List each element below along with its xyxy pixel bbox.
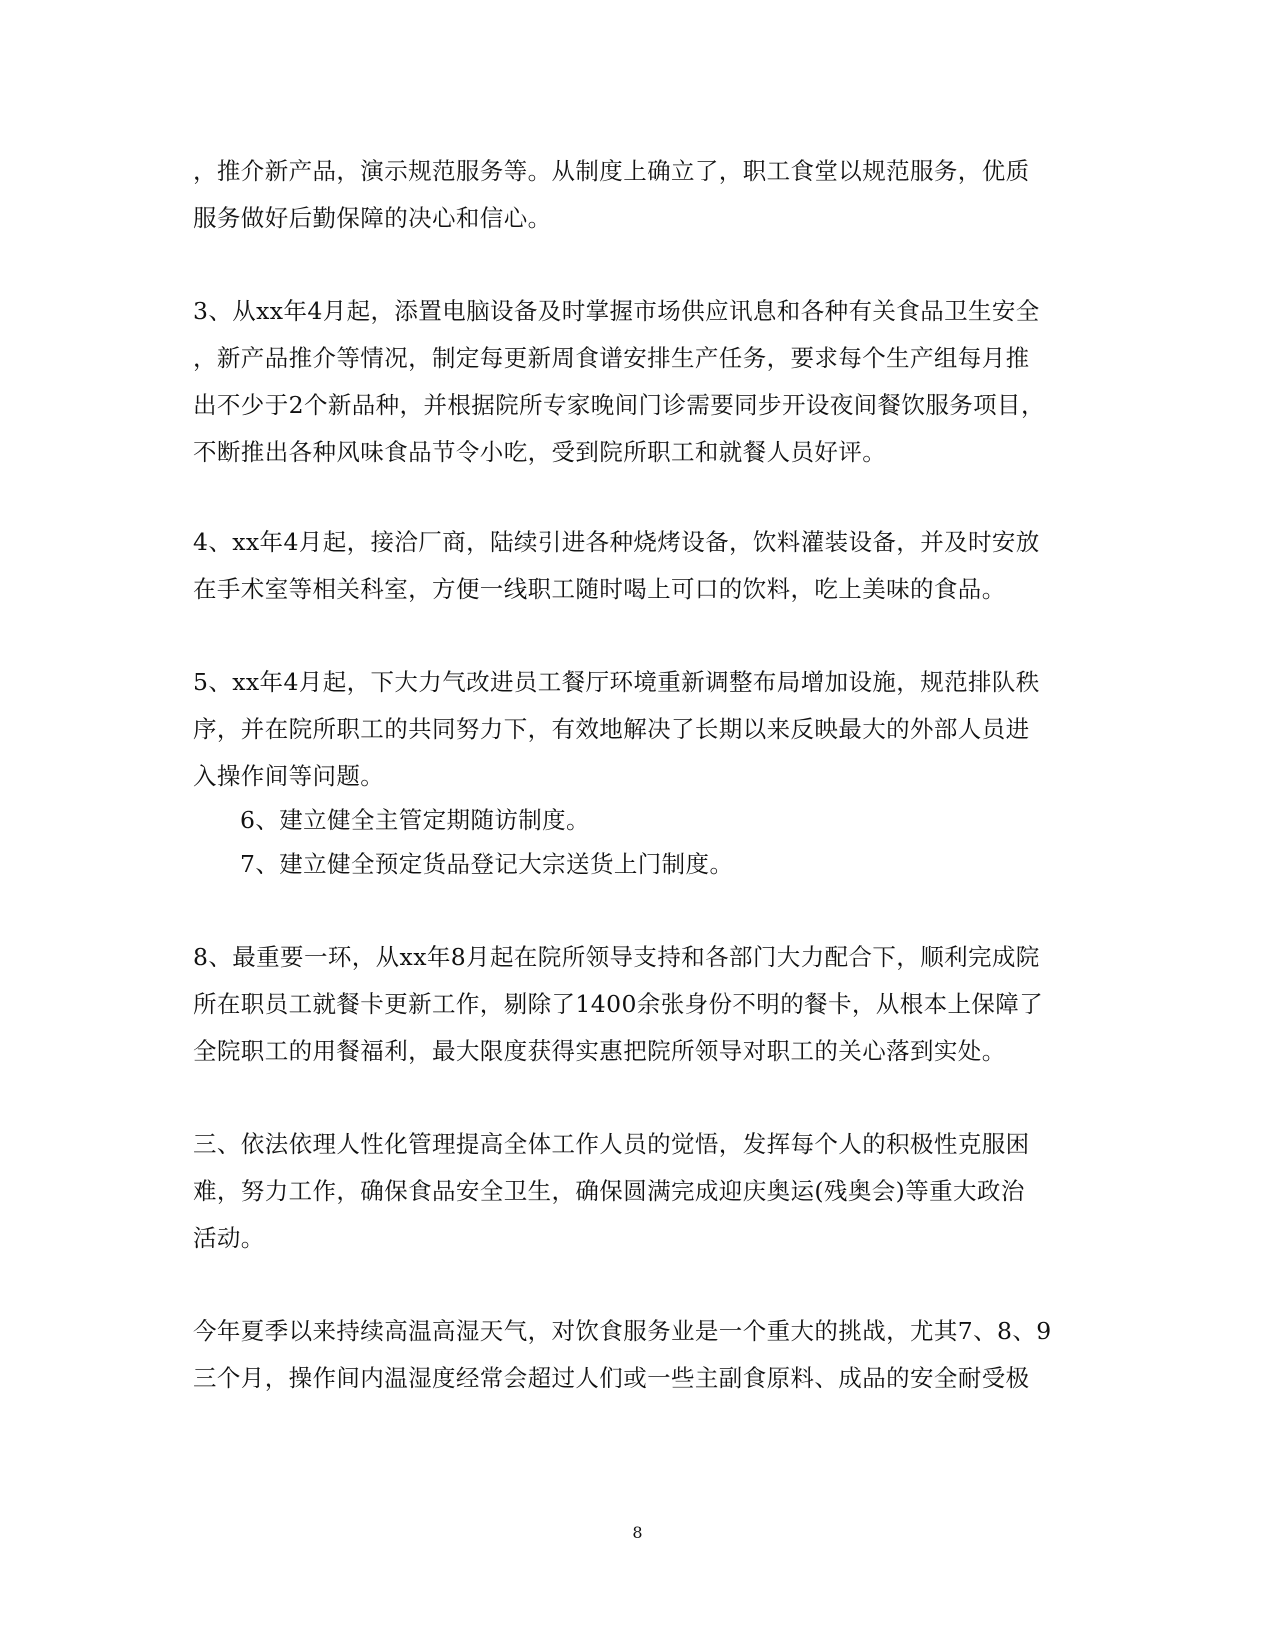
text-line: 所在职员工就餐卡更新工作，剔除了1400余张身份不明的餐卡，从根本上保障了 (193, 990, 1044, 1018)
text-line: 7、建立健全预定货品登记大宗送货上门制度。 (240, 850, 734, 878)
text-line: 8、最重要一环，从xx年8月起在院所领导支持和各部门大力配合下，顺利完成院 (193, 943, 1040, 971)
text-line: 三个月，操作间内温湿度经常会超过人们或一些主副食原料、成品的安全耐受极 (193, 1364, 1030, 1392)
text-line: 三、依法依理人性化管理提高全体工作人员的觉悟，发挥每个人的积极性克服困 (193, 1130, 1030, 1158)
text-line: 入操作间等问题。 (193, 762, 385, 790)
text-line: 今年夏季以来持续高温高湿天气，对饮食服务业是一个重大的挑战，尤其7、8、9 (193, 1317, 1052, 1345)
page-number: 8 (632, 1523, 643, 1542)
text-line: 难，努力工作，确保食品安全卫生，确保圆满完成迎庆奥运(残奥会)等重大政治 (193, 1177, 1025, 1205)
text-line: 出不少于2个新品种，并根据院所专家晚间门诊需要同步开设夜间餐饮服务项目， (193, 391, 1045, 419)
text-line: 不断推出各种风味食品节令小吃，受到院所职工和就餐人员好评。 (193, 438, 887, 466)
text-line: 在手术室等相关科室，方便一线职工随时喝上可口的饮料，吃上美味的食品。 (193, 575, 1006, 603)
text-line: ，推介新产品，演示规范服务等。从制度上确立了，职工食堂以规范服务，优质 (193, 157, 1030, 185)
text-line: 4、xx年4月起，接洽厂商，陆续引进各种烧烤设备，饮料灌装设备，并及时安放 (193, 528, 1040, 556)
text-line: 服务做好后勤保障的决心和信心。 (193, 204, 552, 232)
text-line: 全院职工的用餐福利，最大限度获得实惠把院所领导对职工的关心落到实处。 (193, 1037, 1006, 1065)
text-line: 活动。 (193, 1224, 265, 1252)
text-line: 5、xx年4月起，下大力气改进员工餐厅环境重新调整布局增加设施，规范排队秩 (193, 668, 1040, 696)
text-line: 3、从xx年4月起，添置电脑设备及时掌握市场供应讯息和各种有关食品卫生安全 (193, 297, 1040, 325)
text-line: 6、建立健全主管定期随访制度。 (240, 806, 590, 834)
text-line: 序，并在院所职工的共同努力下，有效地解决了长期以来反映最大的外部人员进 (193, 715, 1030, 743)
text-line: ，新产品推介等情况，制定每更新周食谱安排生产任务，要求每个生产组每月推 (193, 344, 1030, 372)
